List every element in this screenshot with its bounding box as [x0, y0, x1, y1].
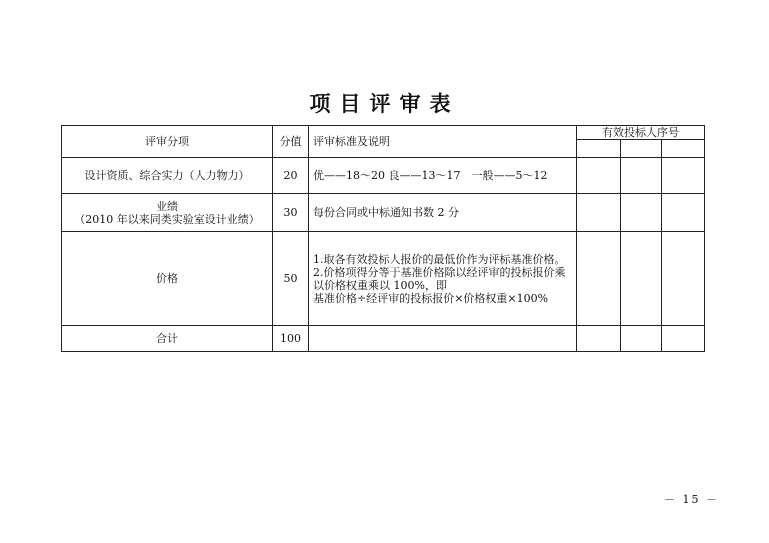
bidder-cell: [662, 158, 705, 194]
page-title: 项目评审表: [309, 91, 460, 116]
table-row: [62, 232, 705, 326]
header-bidders: 有效投标人序号: [577, 126, 705, 140]
row-criteria: [309, 326, 577, 352]
table-row: [62, 158, 705, 194]
bidder-cell: [577, 194, 621, 232]
row-category: 价格: [62, 232, 273, 326]
row-score: 20: [273, 158, 309, 194]
row-category: 设计资质、综合实力（人力物力）: [62, 158, 273, 194]
bidder-cell: [621, 232, 662, 326]
row-criteria: [309, 232, 577, 326]
bidder-cell: [621, 140, 662, 158]
criteria-line: 2.价格项得分等于基准价格除以经评审的投标报价乘以价格权重乘以 100%，即: [313, 265, 566, 292]
bidder-cell: [662, 232, 705, 326]
table-row-total: [62, 326, 705, 352]
bidder-cell: [621, 194, 662, 232]
bidder-cell: [621, 158, 662, 194]
row-category-line: 业绩: [156, 199, 178, 213]
review-table: [61, 125, 705, 352]
header-category: 评审分项: [62, 126, 273, 158]
bidder-cell: [577, 232, 621, 326]
table-header-row: [62, 126, 705, 140]
row-category: 合计: [62, 326, 273, 352]
table-row: [62, 194, 705, 232]
row-score: 50: [273, 232, 309, 326]
bidder-cell: [577, 326, 621, 352]
row-criteria: 优——18～20 良——13～17 一般——5～12: [309, 158, 577, 194]
page-number: － 15 －: [664, 493, 719, 506]
bidder-cell: [662, 140, 705, 158]
bidder-cell: [577, 158, 621, 194]
bidder-cell: [662, 326, 705, 352]
row-category-line: （2010 年以来同类实验室设计业绩）: [74, 212, 260, 226]
header-score: 分值: [273, 126, 309, 158]
header-criteria: 评审标准及说明: [309, 126, 577, 158]
row-score: 30: [273, 194, 309, 232]
criteria-line: 1.取各有效投标人报价的最低价作为评标基准价格。: [313, 252, 566, 266]
row-criteria: 每份合同或中标通知书数 2 分: [309, 194, 577, 232]
row-category: [62, 194, 273, 232]
bidder-cell: [662, 194, 705, 232]
bidder-cell: [577, 140, 621, 158]
criteria-line: 基准价格÷经评审的投标报价×价格权重×100%: [313, 291, 549, 305]
bidder-cell: [621, 326, 662, 352]
row-score: 100: [273, 326, 309, 352]
